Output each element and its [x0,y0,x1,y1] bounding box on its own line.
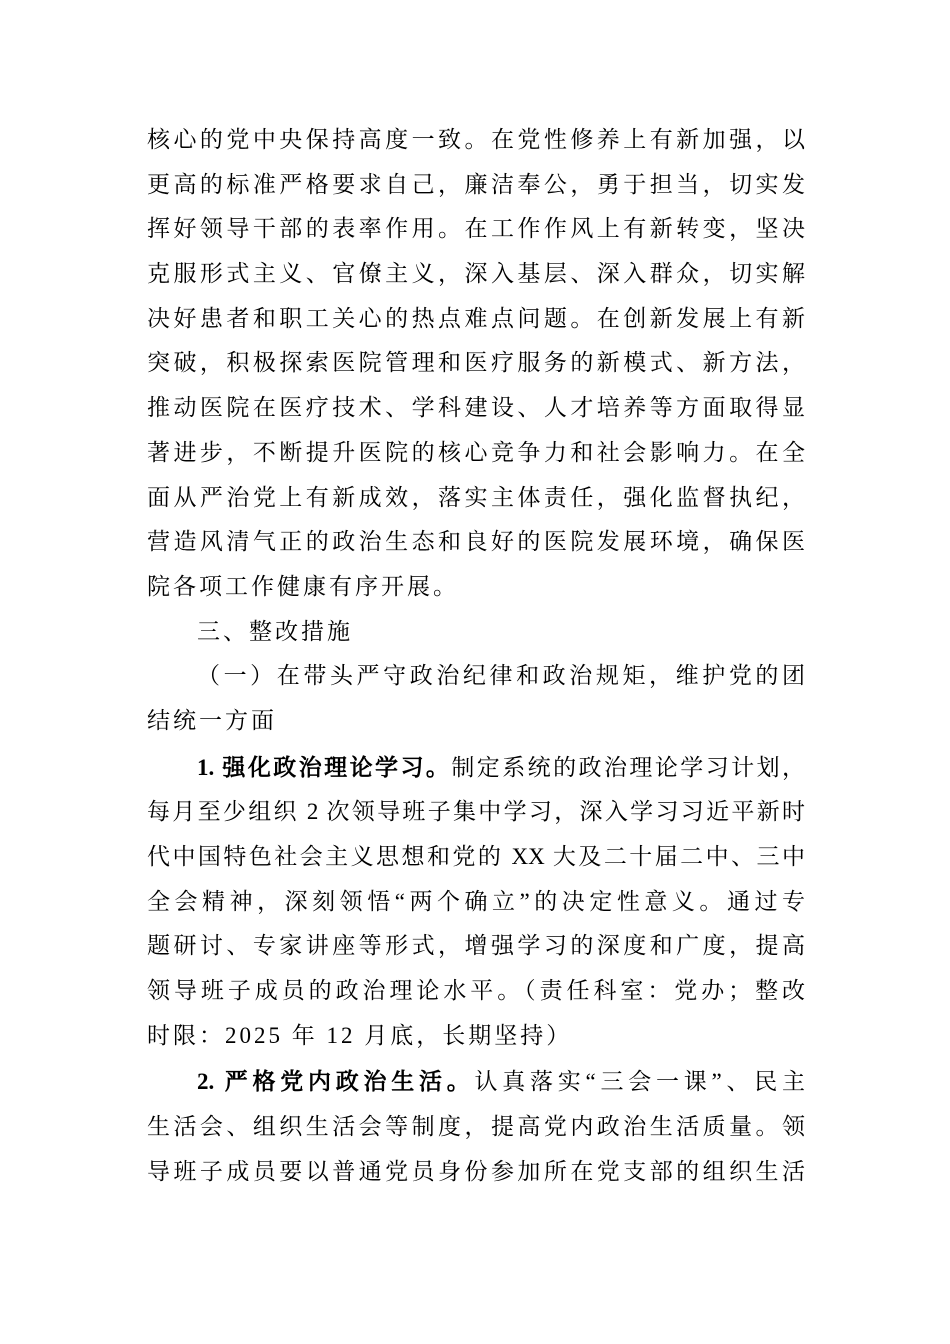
text-line: 题研讨、专家讲座等形式，增强学习的深度和广度，提高 [147,933,805,959]
measure-text: 制定系统的政治理论学习计划， [451,754,806,780]
text-line: 营造风清气正的政治生态和良好的医院发展环境，确保医 [147,529,805,555]
measure-2 [147,1060,805,1194]
text-line: （一）在带头严守政治纪律和政治规矩，维护党的团 [197,663,805,689]
text-line: 核心的党中央保持高度一致。在党性修养上有新加强，以 [147,127,805,152]
text-line: 时限：2025 年 12 月底，长期坚持） [147,1022,573,1048]
measure-title: 1. 强化政治理论学习。 [197,754,452,780]
text-line: 挥好领导干部的表率作用。在工作作风上有新转变，坚决 [147,216,805,242]
paragraph-goals [147,118,805,610]
text-line [147,1060,805,1105]
text-line: 每月至少组织 2 次领导班子集中学习，深入学习习近平新时 [147,799,805,825]
text-line: 结统一方面 [147,707,277,733]
text-line [147,746,805,791]
text-line: 著进步，不断提升医院的核心竞争力和社会影响力。在全 [147,439,805,465]
text-line: 决好患者和职工关心的热点难点问题。在创新发展上有新 [147,305,805,331]
text-line: 院各项工作健康有序开展。 [147,573,459,599]
text-line: 领导班子成员的政治理论水平。（责任科室：党办；整改 [147,978,805,1004]
text-line: 代中国特色社会主义思想和党的 XX 大及二十届二中、三中 [147,844,805,869]
text-line: 突破，积极探索医院管理和医疗服务的新模式、新方法， [147,350,805,376]
measure-1 [147,746,805,1059]
text-line: 导班子成员要以普通党员身份参加所在党支部的组织生活 [147,1158,805,1184]
text-line: 更高的标准严格要求自己，廉洁奉公，勇于担当，切实发 [147,171,805,197]
measure-text: 认真落实“三会一课”、民主 [474,1069,806,1095]
measure-title: 2. 严格党内政治生活。 [197,1069,475,1095]
text-line: 面从严治党上有新成效，落实主体责任，强化监督执纪， [147,484,805,510]
section-heading: 三、整改措施 [197,618,353,644]
text-line: 生活会、组织生活会等制度，提高党内政治生活质量。领 [147,1114,805,1140]
document-page [147,118,805,1195]
subsection-heading [147,654,805,743]
text-line: 全会精神，深刻领悟“两个确立”的决定性意义。通过专 [147,888,805,914]
text-line: 推动医院在医疗技术、学科建设、人才培养等方面取得显 [147,395,805,421]
text-line: 克服形式主义、官僚主义，深入基层、深入群众，切实解 [147,261,805,287]
